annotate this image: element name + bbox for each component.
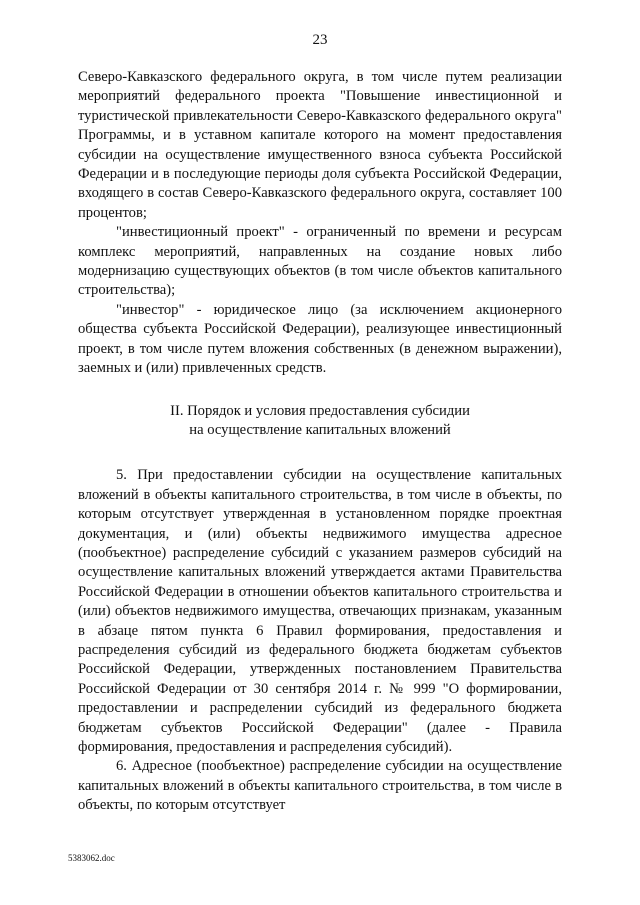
paragraph-item-6: 6. Адресное (пообъектное) распределение субсидии на осуществление капитальных вложений в объекты капитального строительства, в том числе в объекты, по которым отсутствует: [78, 758, 562, 814]
footer-file-code: 5383062.doc: [68, 853, 115, 863]
document-body: [78, 68, 562, 816]
paragraph-continuation: Северо-Кавказского федерального округа, в том числе путем реализации мероприятий федерального проекта "Повышение инвестиционной и туристической привлекательности Северо-Кавказского федерального округа" Программы, и в уставном капитале которого на момент предоставления субсидии на осуществление имущественного взноса субъекта Российской Федерации и в последующие периоды доля субъекта Российской Федерации, входящего в состав Северо-Кавказского федерального округа, составляет 100 процентов;: [78, 69, 562, 221]
section-heading-line-1: II. Порядок и условия предоставления субсидии: [170, 402, 470, 419]
page-number: 23: [312, 32, 328, 48]
section-heading: [78, 402, 562, 441]
paragraph-definition-investment-project: "инвестиционный проект" - ограниченный по времени и ресурсам комплекс мероприятий, направленных на создание новых либо модернизацию существующих объектов (в том числе объектов капитального строительства);: [78, 224, 562, 299]
paragraph-definition-investor: "инвестор" - юридическое лицо (за исключением акционерного общества субъекта Российской Федерации), реализующее инвестиционный проект, в том числе путем вложения собственных (в денежном выражении), заемных и (или) привлеченных средств.: [78, 301, 562, 377]
paragraph-item-5: 5. При предоставлении субсидии на осуществление капитальных вложений в объекты капитального строительства, в том числе в объекты, по которым отсутствует утвержденная в установленном порядке проектная документация, и (или) объекты недвижимого имущества адресное (пообъектное) распределение субсидий с указанием размеров субсидий на осуществление капитальных вложений утверждается актами Правительства Российской Федерации в отношении объектов капитального строительства и (или) объектов недвижимого имущества, отвечающих признакам, указанным в абзаце пятом пункта 6 Правил формирования, предоставления и распределения субсидий из федерального бюджета бюджетам субъектов Российской Федерации, утвержденных постановлением Правительства Российской Федерации от 30 сентября 2014 г. № 999 "О формировании, предоставлении и распределении субсидий из федерального бюджета бюджетам субъектов Российской Федерации" (далее - Правила формирования, предоставления и распределения субсидий).: [78, 467, 562, 755]
section-heading-line-2: на осуществление капитальных вложений: [189, 421, 451, 438]
